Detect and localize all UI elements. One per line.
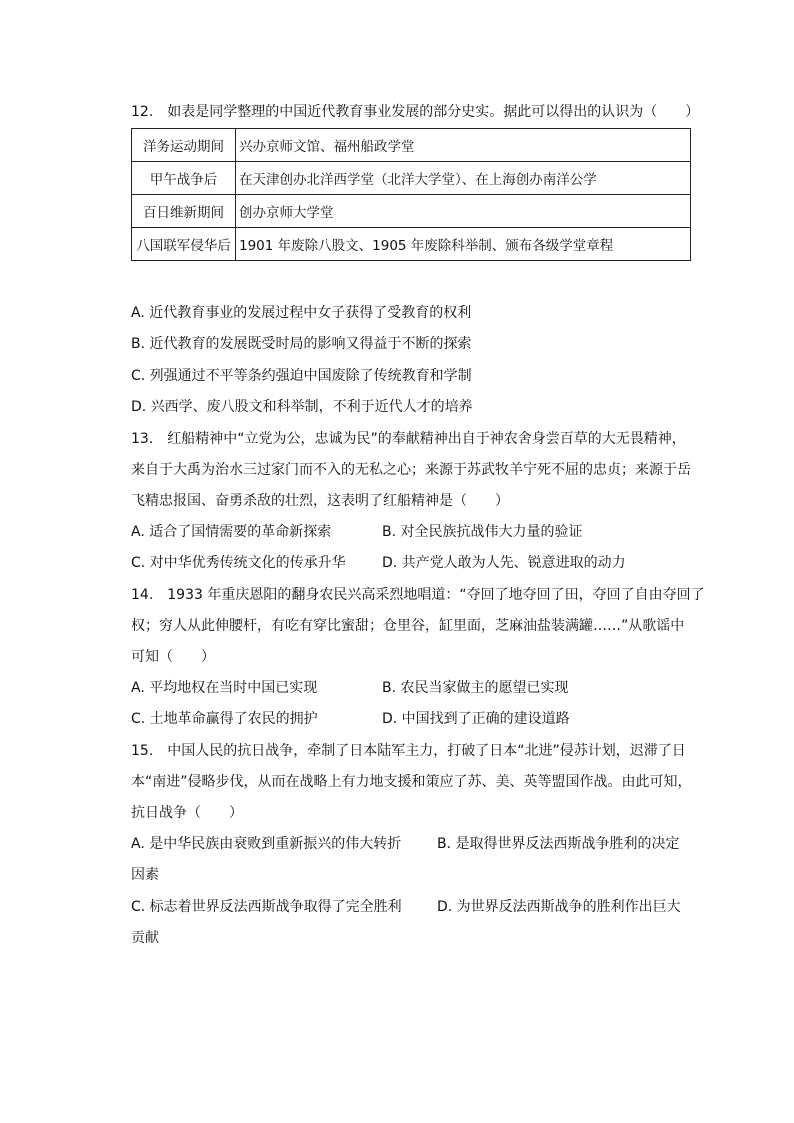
question-14-option-b: B. 农民当家做主的愿望已实现 xyxy=(382,680,569,696)
question-15-stem-line-3: 抗日战争（ ） xyxy=(131,805,243,821)
table-cell-events: 在天津创办北洋西学堂（北洋大学堂）、在上海创办南洋公学 xyxy=(236,162,691,195)
question-12-stem: 12. 如表是同学整理的中国近代教育事业发展的部分史实。据此可以得出的认识为（ ） xyxy=(131,104,700,120)
question-13-option-d: D. 共产党人敢为人先、锐意进取的动力 xyxy=(382,555,626,571)
question-14-option-d: D. 中国找到了正确的建设道路 xyxy=(382,711,570,727)
table-row xyxy=(132,228,691,261)
question-13-option-a: A. 适合了国情需要的革命新探索 xyxy=(131,524,332,540)
question-14-stem-line-3: 可知（ ） xyxy=(131,649,215,665)
question-14-stem-line-2: 权；穷人从此伸腰杆，有吃有穿比蜜甜；仓里谷，缸里面，芝麻油盐装满罐……”从歌谣中 xyxy=(131,618,685,634)
table-cell-events: 兴办京师文馆、福州船政学堂 xyxy=(236,129,691,162)
question-15-option-b-continued: 因素 xyxy=(131,867,159,883)
question-15-stem-line-2: 本“南进”侵略步伐，从而在战略上有力地支援和策应了苏、美、英等盟国作战。由此可知， xyxy=(131,774,692,790)
table-row xyxy=(132,195,691,228)
question-13-stem-line-3: 飞精忠报国、奋勇杀敌的壮烈，这表明了红船精神是（ ） xyxy=(131,493,509,509)
question-15-option-d: D. 为世界反法西斯战争的胜利作出巨大 xyxy=(437,899,681,915)
question-14-option-a: A. 平均地权在当时中国已实现 xyxy=(131,680,318,696)
question-15-option-d-continued: 贡献 xyxy=(131,930,159,946)
question-15-option-b: B. 是取得世界反法西斯战争胜利的决定 xyxy=(437,836,680,852)
question-15-option-a: A. 是中华民族由衰败到重新振兴的伟大转折 xyxy=(131,836,402,852)
question-14-option-c: C. 土地革命赢得了农民的拥护 xyxy=(131,711,318,727)
table-cell-period: 八国联军侵华后 xyxy=(132,228,236,261)
question-13-option-c: C. 对中华优秀传统文化的传承升华 xyxy=(131,555,346,571)
table-row xyxy=(132,162,691,195)
question-13-stem-line-2: 来自于大禹为治水三过家门而不入的无私之心；来源于苏武牧羊宁死不屈的忠贞；来源于岳 xyxy=(131,462,691,478)
table-cell-period: 百日维新期间 xyxy=(132,195,236,228)
question-14-stem-line-1: 14. 1933 年重庆恩阳的翻身农民兴高采烈地唱道：“夺回了地夺回了田，夺回了自由夺回了 xyxy=(131,587,705,603)
question-15-stem-line-1: 15. 中国人民的抗日战争，牵制了日本陆军主力，打破了日本“北进”侵苏计划，迟滞了日 xyxy=(131,743,686,759)
question-13-stem-line-1: 13. 红船精神中“立党为公，忠诚为民”的奉献精神出自于神农舍身尝百草的大无畏精神， xyxy=(131,431,686,447)
question-12-option-b: B. 近代教育的发展既受时局的影响又得益于不断的探索 xyxy=(131,336,472,352)
table-row xyxy=(132,129,691,162)
education-history-table xyxy=(131,128,691,261)
table-cell-period: 甲午战争后 xyxy=(132,162,236,195)
question-13-option-b: B. 对全民族抗战伟大力量的验证 xyxy=(382,524,583,540)
question-12-option-d: D. 兴西学、废八股文和科举制，不利于近代人才的培养 xyxy=(131,399,473,415)
table-cell-events: 1901 年废除八股文、1905 年废除科举制、颁布各级学堂章程 xyxy=(236,228,691,261)
question-15-option-c: C. 标志着世界反法西斯战争取得了完全胜利 xyxy=(131,899,402,915)
question-12-option-c: C. 列强通过不平等条约强迫中国废除了传统教育和学制 xyxy=(131,368,472,384)
question-12-option-a: A. 近代教育事业的发展过程中女子获得了受教育的权利 xyxy=(131,305,472,321)
table-cell-events: 创办京师大学堂 xyxy=(236,195,691,228)
table-cell-period: 洋务运动期间 xyxy=(132,129,236,162)
